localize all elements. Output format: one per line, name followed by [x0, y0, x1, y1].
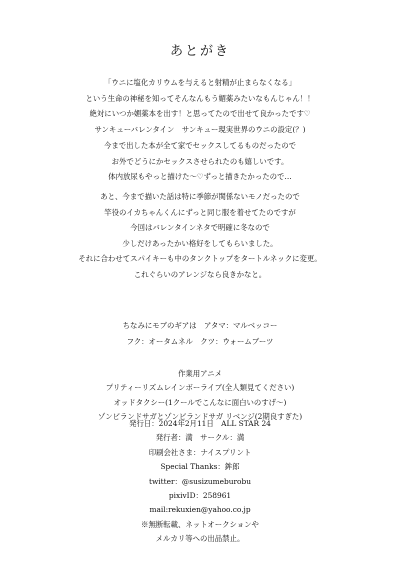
text-line: これぐらいのアレンジなら良きかなと。: [133, 269, 267, 279]
list-item: プリティーリズムレインボーライブ(全人類見てください): [105, 383, 295, 393]
text-line: サンキューバレンタイン サンキュー現実世界のウニの設定(？): [94, 124, 306, 134]
text-line: 「ウニに塩化カリウムを与えると射精が止まらなくなる」: [103, 78, 297, 87]
text-line: 体内放尿もやっと描けた〜♡ずっと描きたかったので…: [108, 172, 292, 181]
text-line: あと、今まで描いた話は特に季節が関係ないモノだったので: [100, 192, 300, 201]
anime-list: [0, 367, 400, 425]
text-line: 今回はバレンタインネタで明確に冬なので: [130, 223, 270, 232]
text-line: お外でどうにかセックスさせられたのも嬉しいです。: [111, 156, 289, 166]
text-line: という生命の神秘を知ってそんなんもう媚薬みたいなもんじゃん！！: [85, 93, 315, 103]
text-line: 少しだけあったかい格好をしてもらいました。: [122, 238, 278, 248]
publish-date: 発行日：2024年2月11日 ALL STAR 24: [129, 419, 271, 428]
text-line: 竿役のイカちゃんくんにずっと同じ服を着せてたのですが: [104, 207, 296, 217]
costume-paragraph: [0, 189, 400, 282]
special-thanks: Special Thanks：鉾郎: [160, 462, 240, 472]
text-line: 今まで出した本が全て家でセックスしてるものだったので: [103, 141, 297, 150]
second-paragraph: [0, 138, 400, 185]
mail-address: mail:rekuxien@yahoo.co.jp: [149, 505, 251, 515]
list-item: ゾンビランドサガとゾンビランドサガ リベンジ(2期良すぎた): [97, 412, 303, 422]
page-title: あとがき: [169, 44, 230, 59]
text-line: 絶対にいつか媚薬本を出す！と思ってたので出せて良かったです♡: [89, 109, 311, 118]
printer: 印刷会社さま：ナイスプリント: [148, 447, 252, 457]
text-line: ちなみにモブのギアは アタマ：マルベッコー: [122, 321, 278, 330]
twitter-handle: twitter：@susizumeburobu: [149, 476, 251, 486]
intro-paragraph: [0, 75, 400, 137]
mob-gear-paragraph: [0, 318, 400, 349]
publisher: 発行者：満 サークル：満: [155, 433, 245, 443]
pixiv-id: pixivID：258961: [168, 491, 232, 501]
colophon: [0, 417, 400, 547]
text-line: それに合わせてスパイキーも中のタンクトップをタートルネックに変更。: [78, 254, 322, 263]
notice-text: ※無断転載、ネットオークションや: [141, 519, 259, 529]
notice-text: メルカリ等への出品禁止。: [155, 534, 245, 544]
list-item: オッドタクシー(1クールでこんなに面白いのすげ〜): [113, 397, 287, 407]
text-line: フク：オータムネル クツ：ウォームブーツ: [126, 336, 274, 346]
list-heading: 作業用アニメ: [178, 369, 222, 378]
